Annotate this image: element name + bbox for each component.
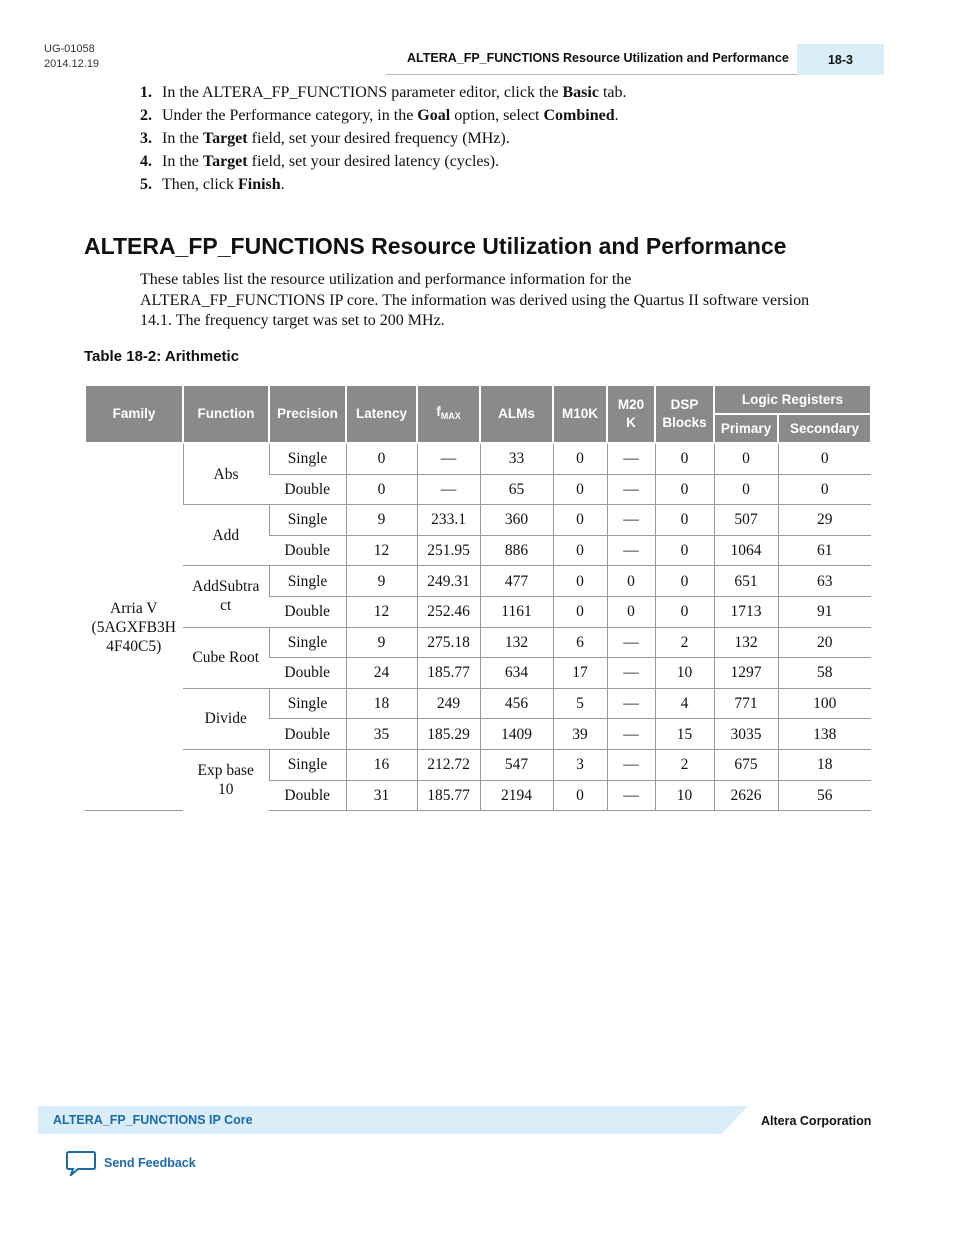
section-title: ALTERA_FP_FUNCTIONS Resource Utilization and Performance (84, 233, 787, 259)
cell-m10k: 0 (553, 474, 607, 505)
family-line: Arria V (110, 599, 158, 617)
cell-latency: 12 (346, 535, 417, 566)
header-fmax-main: f (436, 404, 441, 419)
cell-m10k: 0 (553, 443, 607, 474)
header-family: Family (85, 385, 183, 443)
cell-fmax: 275.18 (417, 627, 480, 658)
header-fmax-sub: MAX (440, 411, 461, 421)
cell-latency: 9 (346, 627, 417, 658)
step-text-part: tab. (598, 84, 627, 101)
cell-alms: 132 (480, 627, 553, 658)
cell-primary: 651 (714, 566, 778, 597)
cell-alms: 456 (480, 688, 553, 719)
cell-dsp-blocks: 0 (655, 566, 714, 597)
cell-secondary: 0 (778, 443, 871, 474)
table-row (85, 688, 871, 719)
step-text-part: field, set your desired frequency (MHz). (247, 130, 510, 147)
cell-latency: 18 (346, 688, 417, 719)
cell-alms: 547 (480, 749, 553, 780)
cell-secondary: 63 (778, 566, 871, 597)
cell-precision: Single (269, 688, 346, 719)
cell-m20k: — (607, 535, 655, 566)
header-dsp-line1: DSP (670, 397, 699, 412)
step-text (162, 128, 510, 151)
cell-m10k: 17 (553, 658, 607, 689)
header-m10k: M10K (553, 385, 607, 443)
cell-fmax: 233.1 (417, 505, 480, 536)
cell-m10k: 0 (553, 780, 607, 811)
step-keyword: Basic (562, 84, 599, 101)
step-number: 1. (140, 84, 152, 101)
cell-function (183, 505, 269, 566)
header-alms: ALMs (480, 385, 553, 443)
cell-fmax: 249.31 (417, 566, 480, 597)
cell-fmax: 185.77 (417, 780, 480, 811)
cell-alms: 634 (480, 658, 553, 689)
cell-primary: 0 (714, 443, 778, 474)
cell-primary: 2626 (714, 780, 778, 811)
cell-alms: 477 (480, 566, 553, 597)
cell-primary: 3035 (714, 719, 778, 750)
cell-alms: 1161 (480, 596, 553, 627)
cell-secondary: 61 (778, 535, 871, 566)
cell-precision: Double (269, 596, 346, 627)
cell-precision: Single (269, 505, 346, 536)
cell-fmax: 185.29 (417, 719, 480, 750)
step-text-part: . (614, 107, 619, 124)
cell-precision: Single (269, 566, 346, 597)
function-name-line: Cube Root (192, 649, 260, 667)
cell-m10k: 5 (553, 688, 607, 719)
cell-latency: 24 (346, 658, 417, 689)
footer-company: Altera Corporation (761, 1114, 872, 1128)
cell-m10k: 6 (553, 627, 607, 658)
step-number: 5. (140, 176, 152, 193)
intro-line: 14.1. The frequency target was set to 200 MHz. (140, 312, 445, 329)
header-rule (386, 74, 797, 75)
cell-primary: 0 (714, 474, 778, 505)
step-keyword: Goal (417, 107, 451, 124)
cell-fmax: 212.72 (417, 749, 480, 780)
cell-precision: Single (269, 749, 346, 780)
header-secondary: Secondary (778, 414, 871, 443)
arithmetic-table (84, 384, 872, 811)
cell-latency: 31 (346, 780, 417, 811)
cell-fmax: 249 (417, 688, 480, 719)
step-text (162, 82, 626, 105)
cell-latency: 12 (346, 596, 417, 627)
cell-precision: Double (269, 719, 346, 750)
cell-latency: 35 (346, 719, 417, 750)
step-keyword: Combined (543, 107, 615, 124)
step-text-part: Under the Performance category, in the (162, 107, 418, 124)
step-text-part: In the ALTERA_FP_FUNCTIONS parameter editor, click the (162, 84, 563, 101)
cell-secondary: 18 (778, 749, 871, 780)
speech-bubble-icon (66, 1150, 96, 1176)
family-line: (5AGXFB3H (91, 618, 176, 636)
cell-primary: 1064 (714, 535, 778, 566)
cell-m20k: — (607, 443, 655, 474)
function-name-line: 10 (218, 781, 234, 799)
page-number: 18-3 (797, 44, 884, 75)
header-dsp-line2: Blocks (662, 415, 707, 430)
cell-alms: 360 (480, 505, 553, 536)
step-item (140, 174, 626, 197)
step-text-part: field, set your desired latency (cycles). (247, 153, 500, 170)
step-number: 3. (140, 130, 152, 147)
cell-latency: 9 (346, 505, 417, 536)
cell-m10k: 0 (553, 566, 607, 597)
running-header-title: ALTERA_FP_FUNCTIONS Resource Utilization and Performance (407, 51, 789, 65)
cell-latency: 16 (346, 749, 417, 780)
table-body (85, 443, 871, 811)
cell-m10k: 0 (553, 505, 607, 536)
cell-alms: 65 (480, 474, 553, 505)
header-primary: Primary (714, 414, 778, 443)
cell-m20k: — (607, 474, 655, 505)
cell-secondary: 29 (778, 505, 871, 536)
procedure-steps (140, 82, 626, 197)
cell-dsp-blocks: 2 (655, 749, 714, 780)
cell-secondary: 100 (778, 688, 871, 719)
cell-primary: 1297 (714, 658, 778, 689)
table-row (85, 749, 871, 780)
send-feedback-label: Send Feedback (104, 1156, 196, 1170)
step-text (162, 105, 619, 128)
cell-dsp-blocks: 0 (655, 505, 714, 536)
header-dsp-blocks (655, 385, 714, 443)
cell-alms: 33 (480, 443, 553, 474)
cell-fmax: — (417, 443, 480, 474)
cell-secondary: 20 (778, 627, 871, 658)
cell-function (183, 566, 269, 627)
step-text (162, 151, 499, 174)
step-item (140, 151, 626, 174)
cell-m20k: — (607, 505, 655, 536)
cell-primary: 771 (714, 688, 778, 719)
cell-function (183, 627, 269, 688)
cell-fmax: — (417, 474, 480, 505)
cell-latency: 0 (346, 443, 417, 474)
cell-dsp-blocks: 0 (655, 443, 714, 474)
cell-m10k: 39 (553, 719, 607, 750)
cell-precision: Double (269, 474, 346, 505)
cell-dsp-blocks: 0 (655, 596, 714, 627)
cell-dsp-blocks: 10 (655, 780, 714, 811)
family-line: 4F40C5) (106, 637, 162, 655)
function-name-line: AddSubtra (192, 578, 260, 596)
step-item (140, 82, 626, 105)
cell-secondary: 56 (778, 780, 871, 811)
document-id: UG-01058 (44, 43, 95, 55)
cell-primary: 132 (714, 627, 778, 658)
cell-fmax: 251.95 (417, 535, 480, 566)
cell-m20k: — (607, 749, 655, 780)
cell-dsp-blocks: 0 (655, 474, 714, 505)
step-text-part: option, select (450, 107, 544, 124)
cell-latency: 9 (346, 566, 417, 597)
function-name-line: ct (220, 597, 232, 615)
cell-m10k: 0 (553, 535, 607, 566)
header-fmax (417, 385, 480, 443)
intro-line: ALTERA_FP_FUNCTIONS IP core. The information was derived using the Quartus II software version (140, 291, 810, 309)
table-caption: Table 18-2: Arithmetic (84, 348, 240, 365)
send-feedback-link[interactable] (66, 1150, 196, 1176)
header-function: Function (183, 385, 269, 443)
cell-precision: Double (269, 658, 346, 689)
document-date: 2014.12.19 (44, 58, 100, 70)
cell-m20k: — (607, 688, 655, 719)
cell-m20k: 0 (607, 596, 655, 627)
step-text (162, 174, 285, 197)
cell-dsp-blocks: 10 (655, 658, 714, 689)
cell-fmax: 252.46 (417, 596, 480, 627)
function-name-line: Abs (213, 465, 239, 483)
cell-fmax: 185.77 (417, 658, 480, 689)
cell-latency: 0 (346, 474, 417, 505)
cell-m20k: — (607, 627, 655, 658)
document-id-block (44, 42, 99, 72)
cell-alms: 2194 (480, 780, 553, 811)
cell-function (183, 443, 269, 505)
cell-m20k: — (607, 658, 655, 689)
step-text-part: . (280, 176, 285, 193)
cell-secondary: 91 (778, 596, 871, 627)
table-row (85, 443, 871, 474)
cell-dsp-blocks: 15 (655, 719, 714, 750)
function-name-line: Divide (204, 710, 247, 728)
step-keyword: Target (202, 130, 248, 147)
step-keyword: Target (202, 153, 248, 170)
intro-paragraph (140, 270, 870, 332)
step-text-part: In the (162, 153, 203, 170)
cell-m10k: 0 (553, 596, 607, 627)
step-item (140, 105, 626, 128)
footer-ip-core-link[interactable]: ALTERA_FP_FUNCTIONS IP Core (53, 1113, 253, 1127)
cell-function (183, 688, 269, 749)
cell-secondary: 138 (778, 719, 871, 750)
step-number: 2. (140, 107, 152, 124)
step-text-part: Then, click (162, 176, 238, 193)
cell-precision: Double (269, 535, 346, 566)
header-m20k-line1: M20 (617, 397, 645, 412)
cell-precision: Double (269, 780, 346, 811)
cell-m20k: — (607, 719, 655, 750)
cell-primary: 1713 (714, 596, 778, 627)
intro-line: These tables list the resource utilization and performance information for the (140, 271, 632, 288)
cell-primary: 675 (714, 749, 778, 780)
cell-precision: Single (269, 443, 346, 474)
cell-primary: 507 (714, 505, 778, 536)
cell-alms: 886 (480, 535, 553, 566)
function-name-line: Add (212, 526, 240, 544)
cell-family (85, 443, 183, 811)
cell-secondary: 0 (778, 474, 871, 505)
table-row (85, 627, 871, 658)
cell-function (183, 749, 269, 810)
header-logic-registers: Logic Registers (714, 385, 871, 414)
header-latency: Latency (346, 385, 417, 443)
header-m20k (607, 385, 655, 443)
cell-dsp-blocks: 4 (655, 688, 714, 719)
function-name-line: Exp base (197, 762, 254, 780)
cell-secondary: 58 (778, 658, 871, 689)
step-text-part: In the (162, 130, 203, 147)
cell-m10k: 3 (553, 749, 607, 780)
cell-dsp-blocks: 0 (655, 535, 714, 566)
cell-m20k: 0 (607, 566, 655, 597)
table-row (85, 566, 871, 597)
step-keyword: Finish (237, 176, 281, 193)
step-number: 4. (140, 153, 152, 170)
header-m20k-line2: K (626, 415, 636, 430)
cell-precision: Single (269, 627, 346, 658)
header-precision: Precision (269, 385, 346, 443)
cell-m20k: — (607, 780, 655, 811)
step-item (140, 128, 626, 151)
cell-dsp-blocks: 2 (655, 627, 714, 658)
table-row (85, 505, 871, 536)
cell-alms: 1409 (480, 719, 553, 750)
